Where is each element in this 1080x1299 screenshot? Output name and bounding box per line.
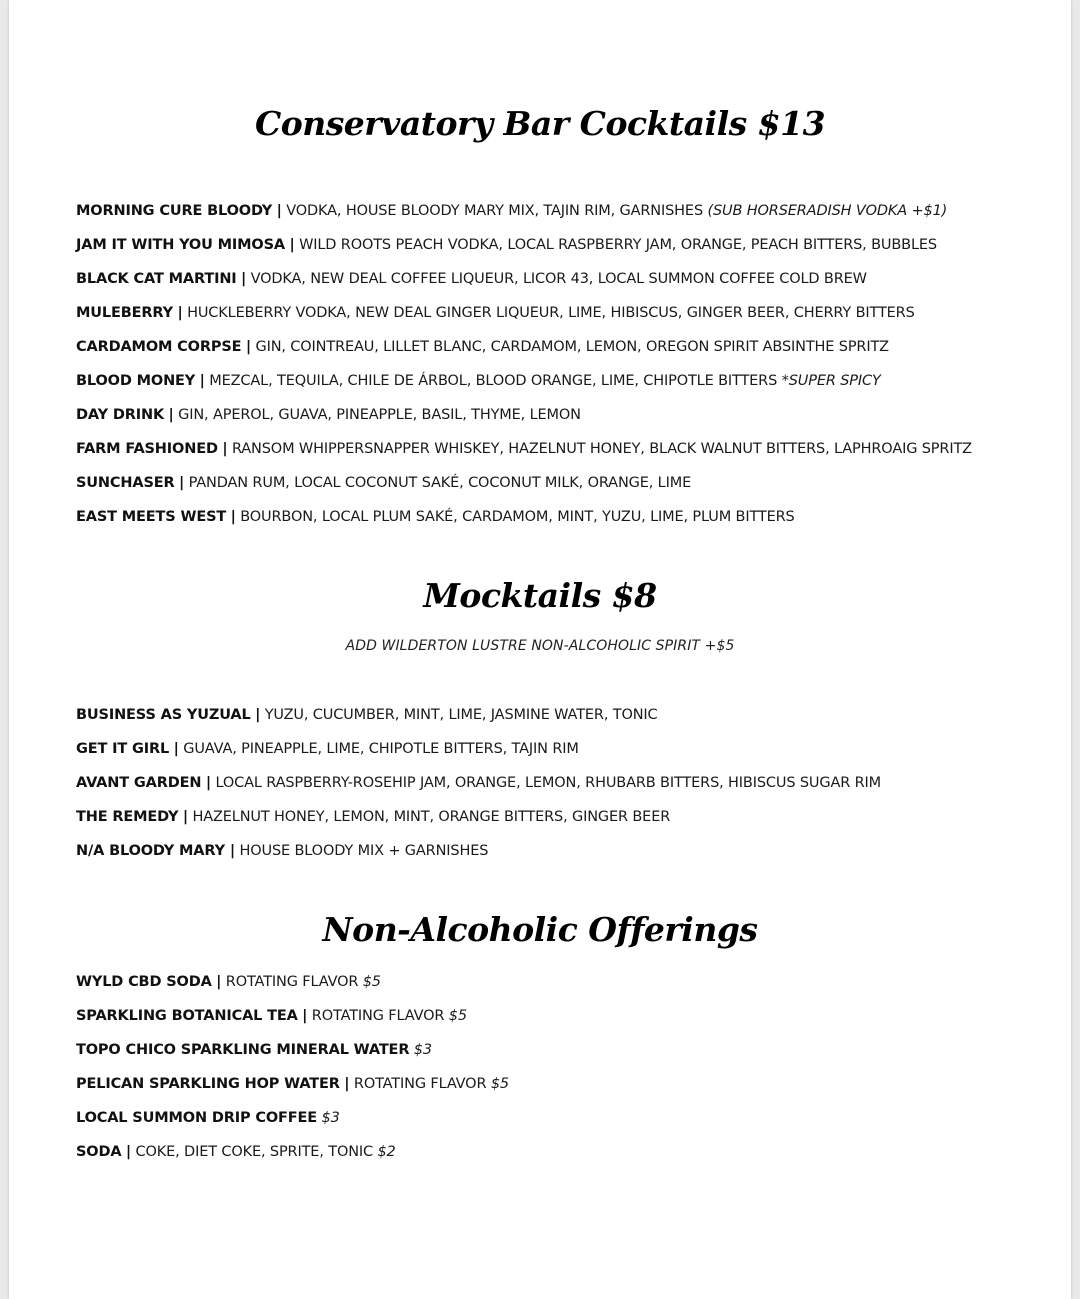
mocktails-note: ADD WILDERTON LUSTRE NON-ALCOHOLIC SPIRIT +$5 <box>345 638 735 654</box>
item-description: GIN, APEROL, GUAVA, PINEAPPLE, BASIL, THYME, LEMON <box>178 407 581 423</box>
item-description: GUAVA, PINEAPPLE, LIME, CHIPOTLE BITTERS, TAJIN RIM <box>183 741 579 757</box>
item-separator: | <box>344 1076 350 1092</box>
item-description: RANSOM WHIPPERSNAPPER WHISKEY, HAZELNUT HONEY, BLACK WALNUT BITTERS, LAPHROAIG SPRITZ <box>231 441 972 457</box>
item-separator: | <box>182 809 188 825</box>
item-separator: | <box>255 707 261 723</box>
menu-item <box>76 800 881 834</box>
item-name: MULEBERRY <box>76 305 173 321</box>
item-name: SUNCHASER <box>76 475 175 491</box>
menu-item <box>76 262 972 296</box>
menu-item <box>76 732 881 766</box>
menu-item <box>76 965 509 999</box>
item-name: JAM IT WITH YOU MIMOSA <box>76 237 285 253</box>
item-name: LOCAL SUMMON DRIP COFFEE <box>76 1110 318 1126</box>
item-description: HOUSE BLOODY MIX + GARNISHES <box>239 843 489 859</box>
menu-item <box>76 228 972 262</box>
item-name: N/A BLOODY MARY <box>76 843 230 859</box>
item-price: $5 <box>448 1008 467 1024</box>
item-name: FARM FASHIONED <box>76 441 218 457</box>
menu-item <box>76 1067 509 1101</box>
mocktails-list <box>76 698 881 868</box>
item-name: CARDAMOM CORPSE <box>76 339 242 355</box>
item-name: THE REMEDY <box>76 809 179 825</box>
item-separator: | <box>205 775 211 791</box>
non-alcoholic-title: Non-Alcoholic Offerings <box>322 910 758 949</box>
item-description: MEZCAL, TEQUILA, CHILE DE ÁRBOL, BLOOD ORANGE, LIME, CHIPOTLE BITTERS <box>209 373 778 389</box>
item-description: ROTATING FLAVOR <box>225 974 359 990</box>
item-separator: | <box>173 741 179 757</box>
item-separator: | <box>289 237 295 253</box>
item-separator: | <box>168 407 174 423</box>
non-alcoholic-list <box>76 965 509 1169</box>
item-description: ROTATING FLAVOR <box>311 1008 445 1024</box>
item-description: LOCAL RASPBERRY-ROSEHIP JAM, ORANGE, LEMON, RHUBARB BITTERS, HIBISCUS SUGAR RIM <box>215 775 882 791</box>
menu-item <box>76 1033 509 1067</box>
item-description: YUZU, CUCUMBER, MINT, LIME, JASMINE WATER, TONIC <box>264 707 658 723</box>
item-name: SPARKLING BOTANICAL TEA <box>76 1008 298 1024</box>
item-separator: | <box>177 305 183 321</box>
item-description: ROTATING FLAVOR <box>353 1076 487 1092</box>
item-price: $3 <box>321 1110 340 1126</box>
item-name: BUSINESS AS YUZUAL <box>76 707 251 723</box>
item-name: PELICAN SPARKLING HOP WATER <box>76 1076 340 1092</box>
item-name: MORNING CURE BLOODY <box>76 203 273 219</box>
item-description: WILD ROOTS PEACH VODKA, LOCAL RASPBERRY JAM, ORANGE, PEACH BITTERS, BUBBLES <box>299 237 937 253</box>
mocktails-title: Mocktails $8 <box>423 576 657 615</box>
item-name: GET IT GIRL <box>76 741 170 757</box>
menu-item <box>76 194 972 228</box>
item-description: PANDAN RUM, LOCAL COCONUT SAKÉ, COCONUT MILK, ORANGE, LIME <box>188 475 692 491</box>
item-separator: | <box>302 1008 308 1024</box>
menu-page <box>9 0 1071 1299</box>
item-separator: | <box>178 475 185 491</box>
item-name: WYLD CBD SODA <box>76 974 212 990</box>
item-note: (SUB HORSERADISH VODKA +$1) <box>707 203 948 219</box>
item-note: *SUPER SPICY <box>781 373 881 389</box>
item-separator: | <box>245 339 252 355</box>
item-separator: | <box>229 843 235 859</box>
menu-item <box>76 432 972 466</box>
item-name: SODA <box>76 1144 122 1160</box>
menu-item <box>76 766 881 800</box>
cocktails-title: Conservatory Bar Cocktails $13 <box>254 104 826 143</box>
item-description: VODKA, NEW DEAL COFFEE LIQUEUR, LICOR 43, LOCAL SUMMON COFFEE COLD BREW <box>250 271 867 287</box>
menu-item <box>76 999 509 1033</box>
item-separator: | <box>222 441 228 457</box>
item-name: DAY DRINK <box>76 407 165 423</box>
menu-item <box>76 698 881 732</box>
menu-item <box>76 1135 509 1169</box>
item-name: EAST MEETS WEST <box>76 509 227 525</box>
item-separator: | <box>216 974 222 990</box>
menu-item <box>76 364 972 398</box>
menu-item <box>76 1101 509 1135</box>
menu-item <box>76 296 972 330</box>
item-description: HUCKLEBERRY VODKA, NEW DEAL GINGER LIQUEUR, LIME, HIBISCUS, GINGER BEER, CHERRY BITTERS <box>187 305 915 321</box>
item-name: TOPO CHICO SPARKLING MINERAL WATER <box>76 1042 410 1058</box>
item-description: GIN, COINTREAU, LILLET BLANC, CARDAMOM, LEMON, OREGON SPIRIT ABSINTHE SPRITZ <box>255 339 889 355</box>
menu-item <box>76 330 972 364</box>
menu-item <box>76 398 972 432</box>
item-description: COKE, DIET COKE, SPRITE, TONIC <box>135 1144 374 1160</box>
item-description: HAZELNUT HONEY, LEMON, MINT, ORANGE BITTERS, GINGER BEER <box>192 809 671 825</box>
item-separator: | <box>125 1144 132 1160</box>
item-price: $5 <box>362 974 381 990</box>
item-separator: | <box>276 203 282 219</box>
item-name: BLACK CAT MARTINI <box>76 271 237 287</box>
item-description: BOURBON, LOCAL PLUM SAKÉ, CARDAMOM, MINT, YUZU, LIME, PLUM BITTERS <box>240 509 795 525</box>
item-separator: | <box>241 271 247 287</box>
item-price: $5 <box>490 1076 509 1092</box>
item-price: $2 <box>377 1144 396 1160</box>
cocktails-list <box>76 194 972 534</box>
menu-item <box>76 834 881 868</box>
item-description: VODKA, HOUSE BLOODY MARY MIX, TAJIN RIM, GARNISHES <box>286 203 703 219</box>
item-separator: | <box>230 509 236 525</box>
item-price: $3 <box>413 1042 432 1058</box>
item-name: AVANT GARDEN <box>76 775 202 791</box>
item-separator: | <box>199 373 205 389</box>
item-name: BLOOD MONEY <box>76 373 196 389</box>
menu-item <box>76 466 972 500</box>
menu-item <box>76 500 972 534</box>
